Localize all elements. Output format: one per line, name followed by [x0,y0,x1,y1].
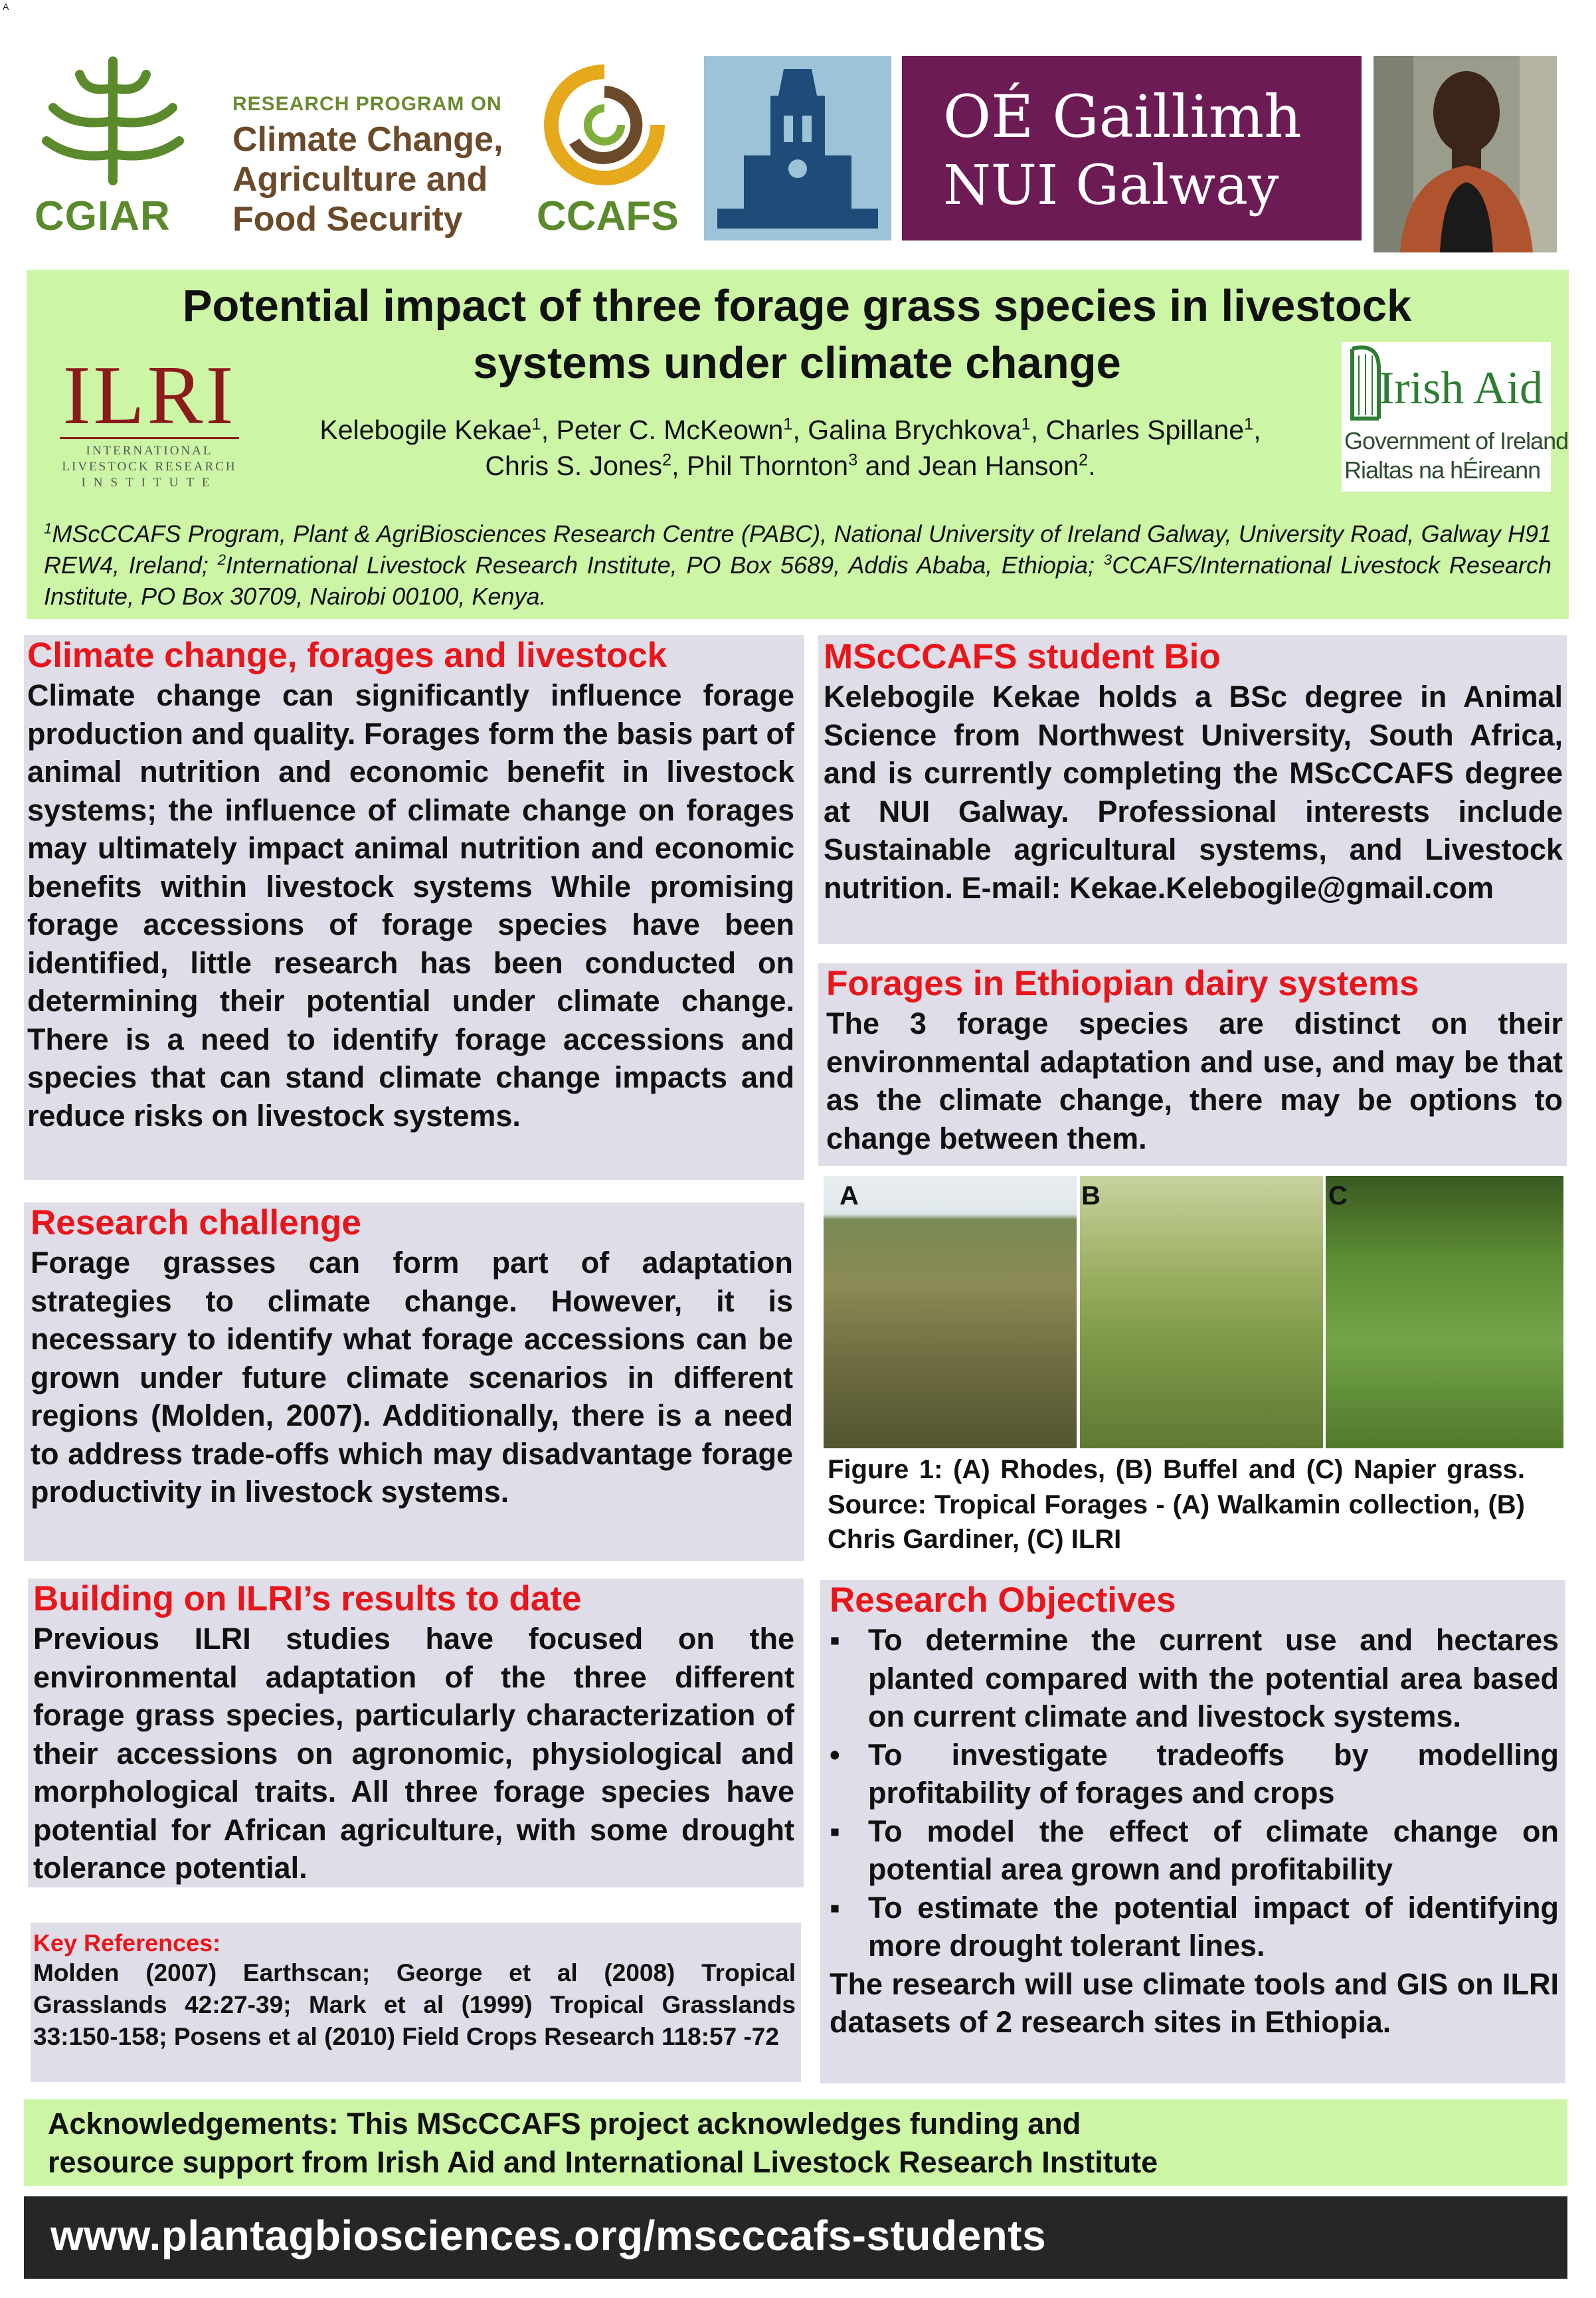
building-panel [28,1579,804,1887]
affiliations [27,518,1569,612]
student-photo [1374,56,1557,252]
program-line: Food Security [232,200,463,239]
bullet-icon: ▪ [830,1623,840,1657]
nui-name-irish: OÉ Gaillimh [943,82,1302,151]
program-line: Climate Change, [232,120,503,159]
forages-panel [818,963,1567,1166]
affil-mark: 1 [783,415,793,434]
nui-name-english: NUI Galway [943,154,1279,217]
program-name [232,120,503,239]
bio-panel [818,635,1567,944]
affil-mark: 1 [531,415,541,434]
objective-text: To estimate the potential impact of identifying more drought tolerant lines. [868,1890,1559,1963]
building-body: Previous ILRI studies have focused on the environmental adaptation of the three different forage grass species, particularly characterization of their accessions on agronomic, physiological and morphological traits. All three forage species have potential for African agriculture, with some drought tolerance potential. [33,1622,794,1885]
objective-text: To investigate tradeoffs by modelling profitability of forages and crops [868,1737,1559,1810]
affil-mark: 2 [1079,450,1089,470]
cgiar-wheat-icon [33,48,193,187]
objectives-heading: Research Objectives [830,1580,1176,1620]
affiliation: MScCCAFS Program, Plant & AgriBiosciences Research Centre (PABC), National University of Ireland Galway, University Road, Galway H91 REW4, Ireland; [44,520,1552,579]
ilri-wordmark: ILRI [62,349,236,442]
castle-icon [704,56,891,240]
forages-body: The 3 forage species are distinct on their environmental adaptation and use, and may be that as the climate change, there may be options to change between them. [826,1006,1563,1155]
ilri-line: LIVESTOCK RESEARCH [62,460,237,474]
objective-item [830,1889,1559,1965]
author: Jean Hanson [918,450,1079,481]
objective-item [830,1621,1559,1736]
objective-text: To model the effect of climate change on potential area grown and profitability [868,1814,1559,1886]
napier-grass-photo [1326,1176,1563,1448]
figure-label-b: B [1081,1181,1101,1210]
ccafs-wordmark: CCAFS [537,193,679,239]
acknowledgements [48,2105,1158,2181]
irish-gov-label-ga: Rialtas na hÉireann [1344,456,1541,484]
forages-heading: Forages in Ethiopian dairy systems [826,964,1419,1003]
affil-mark: 1 [1021,415,1031,434]
affil-mark: 2 [217,551,226,568]
affiliation: CCAFS/International Livestock Research Institute, PO Box 30709, Nairobi 00100, Kenya. [44,551,1552,610]
portrait-icon [1374,56,1557,252]
bullet-icon: ▪ [830,1890,840,1925]
ack-line: resource support from Irish Aid and International Livestock Research Institute [48,2145,1158,2179]
challenge-heading: Research challenge [31,1203,361,1242]
rhodes-grass-photo [824,1176,1077,1448]
ilri-fullname [60,437,239,491]
affil-mark: 1 [1244,415,1254,434]
cgiar-wordmark: CGIAR [35,193,171,239]
climate-heading: Climate change, forages and livestock [27,636,667,675]
ilri-logo [60,349,239,490]
ilri-line: INSTITUTE [81,476,218,490]
figure-label-c: C [1328,1181,1348,1210]
references-body: Molden (2007) Earthscan; George et al (2008) Tropical Grasslands 42:27-39; Mark et al (1999) Tropical Grasslands 33:150-158; Posens et al (2010) Field Crops Research 118:57 -72 [33,1959,796,2050]
bullet-icon: • [830,1737,840,1772]
irish-gov-label: Government of Ireland [1344,427,1569,454]
climate-body: Climate change can significantly influence forage production and quality. Forages form the basis part of animal nutrition and economic benefit in livestock systems; the influence of climate change on forages may ultimately impact animal nutrition and economic benefits within livestock systems While promising forage accessions of forage species have been identified, little research has been conducted on determining their potential under climate change. There is a need to identify forage accessions and species that can stand climate change impacts and reduce risks on livestock systems. [27,678,794,1133]
objective-item [830,1812,1559,1889]
figure-caption: Figure 1: (A) Rhodes, (B) Buffel and (C) Napier grass. Source: Tropical Forages - (A) Walkamin collection, (B) Chris Gardiner, (C) ILRI [828,1455,1525,1554]
program-label: RESEARCH PROGRAM ON [232,93,502,115]
ccafs-swirl-icon [538,58,671,191]
bullet-icon: ▪ [830,1814,840,1848]
affil-mark: 2 [662,450,672,470]
objectives-panel [820,1580,1565,2083]
program-line: Agriculture and [232,160,488,199]
challenge-body: Forage grasses can form part of adaptation strategies to climate change. However, it is necessary to identify what forage accessions can be grown under future climate scenarios in different regions (Molden, 2007). Additionally, there is a need to address trade-offs which may disadvantage forage productivity in livestock systems. [31,1246,793,1509]
objective-text: To determine the current use and hectares planted compared with the potential area based on current climate and livestock systems. [868,1623,1559,1733]
references-heading: Key References: [33,1929,221,1957]
author: Chris S. Jones [485,450,663,481]
challenge-panel [24,1202,804,1561]
authors: Kelebogile Kekae$^1$, Peter C. McKeown$^1$, Galina Brychkova$^1$, Charles Spillane$^1$, Chris S. Jones$^2$, Phil Thornton$^3$ and Jean Hanson$^2$. [319,415,1261,481]
bio-heading: MScCCAFS student Bio [824,637,1221,676]
author: Kelebogile Kekae [319,415,532,445]
author: Charles Spillane [1045,415,1245,445]
irish-aid-logo [1342,342,1569,492]
affil-mark: 1 [44,520,52,537]
affil-mark: 3 [1103,551,1112,568]
irish-aid-wordmark: Irish Aid [1379,363,1543,414]
ilri-line: INTERNATIONAL [86,444,213,458]
building-heading: Building on ILRI’s results to date [33,1579,582,1618]
nui-castle-logo [704,56,891,240]
corner-mark: A [3,1,9,12]
author: Phil Thornton [686,450,849,481]
website-link[interactable]: www.plantagbiosciences.org/mscccafs-students [50,2212,1047,2259]
affiliation: International Livestock Research Institute, PO Box 5689, Addis Ababa, Ethiopia; [226,551,1104,579]
poster-title: Potential impact of three forage grass species in livestock systems under climate change [182,281,1412,388]
figure-label-a: A [840,1181,859,1210]
climate-panel [24,635,804,1180]
author: Galina Brychkova [808,415,1021,445]
affil-mark: 3 [848,450,858,470]
references-panel [31,1923,801,2082]
author: Peter C. McKeown [556,415,784,445]
ack-line: Acknowledgements: This MScCCAFS project acknowledges funding and [48,2107,1081,2141]
objectives-closing: The research will use climate tools and GIS on ILRI datasets of 2 research sites in Ethiopia. [830,1966,1559,2039]
bio-body: Kelebogile Kekae holds a BSc degree in Animal Science from Northwest University, South Africa, and is currently completing the MScCCAFS degree at NUI Galway. Professional interests include Sustainable agricultural systems, and Livestock nutrition. E-mail: Kekae.Kelebogile@gmail.com [824,680,1563,905]
objective-item [830,1736,1559,1812]
buffel-grass-photo [1080,1176,1323,1448]
